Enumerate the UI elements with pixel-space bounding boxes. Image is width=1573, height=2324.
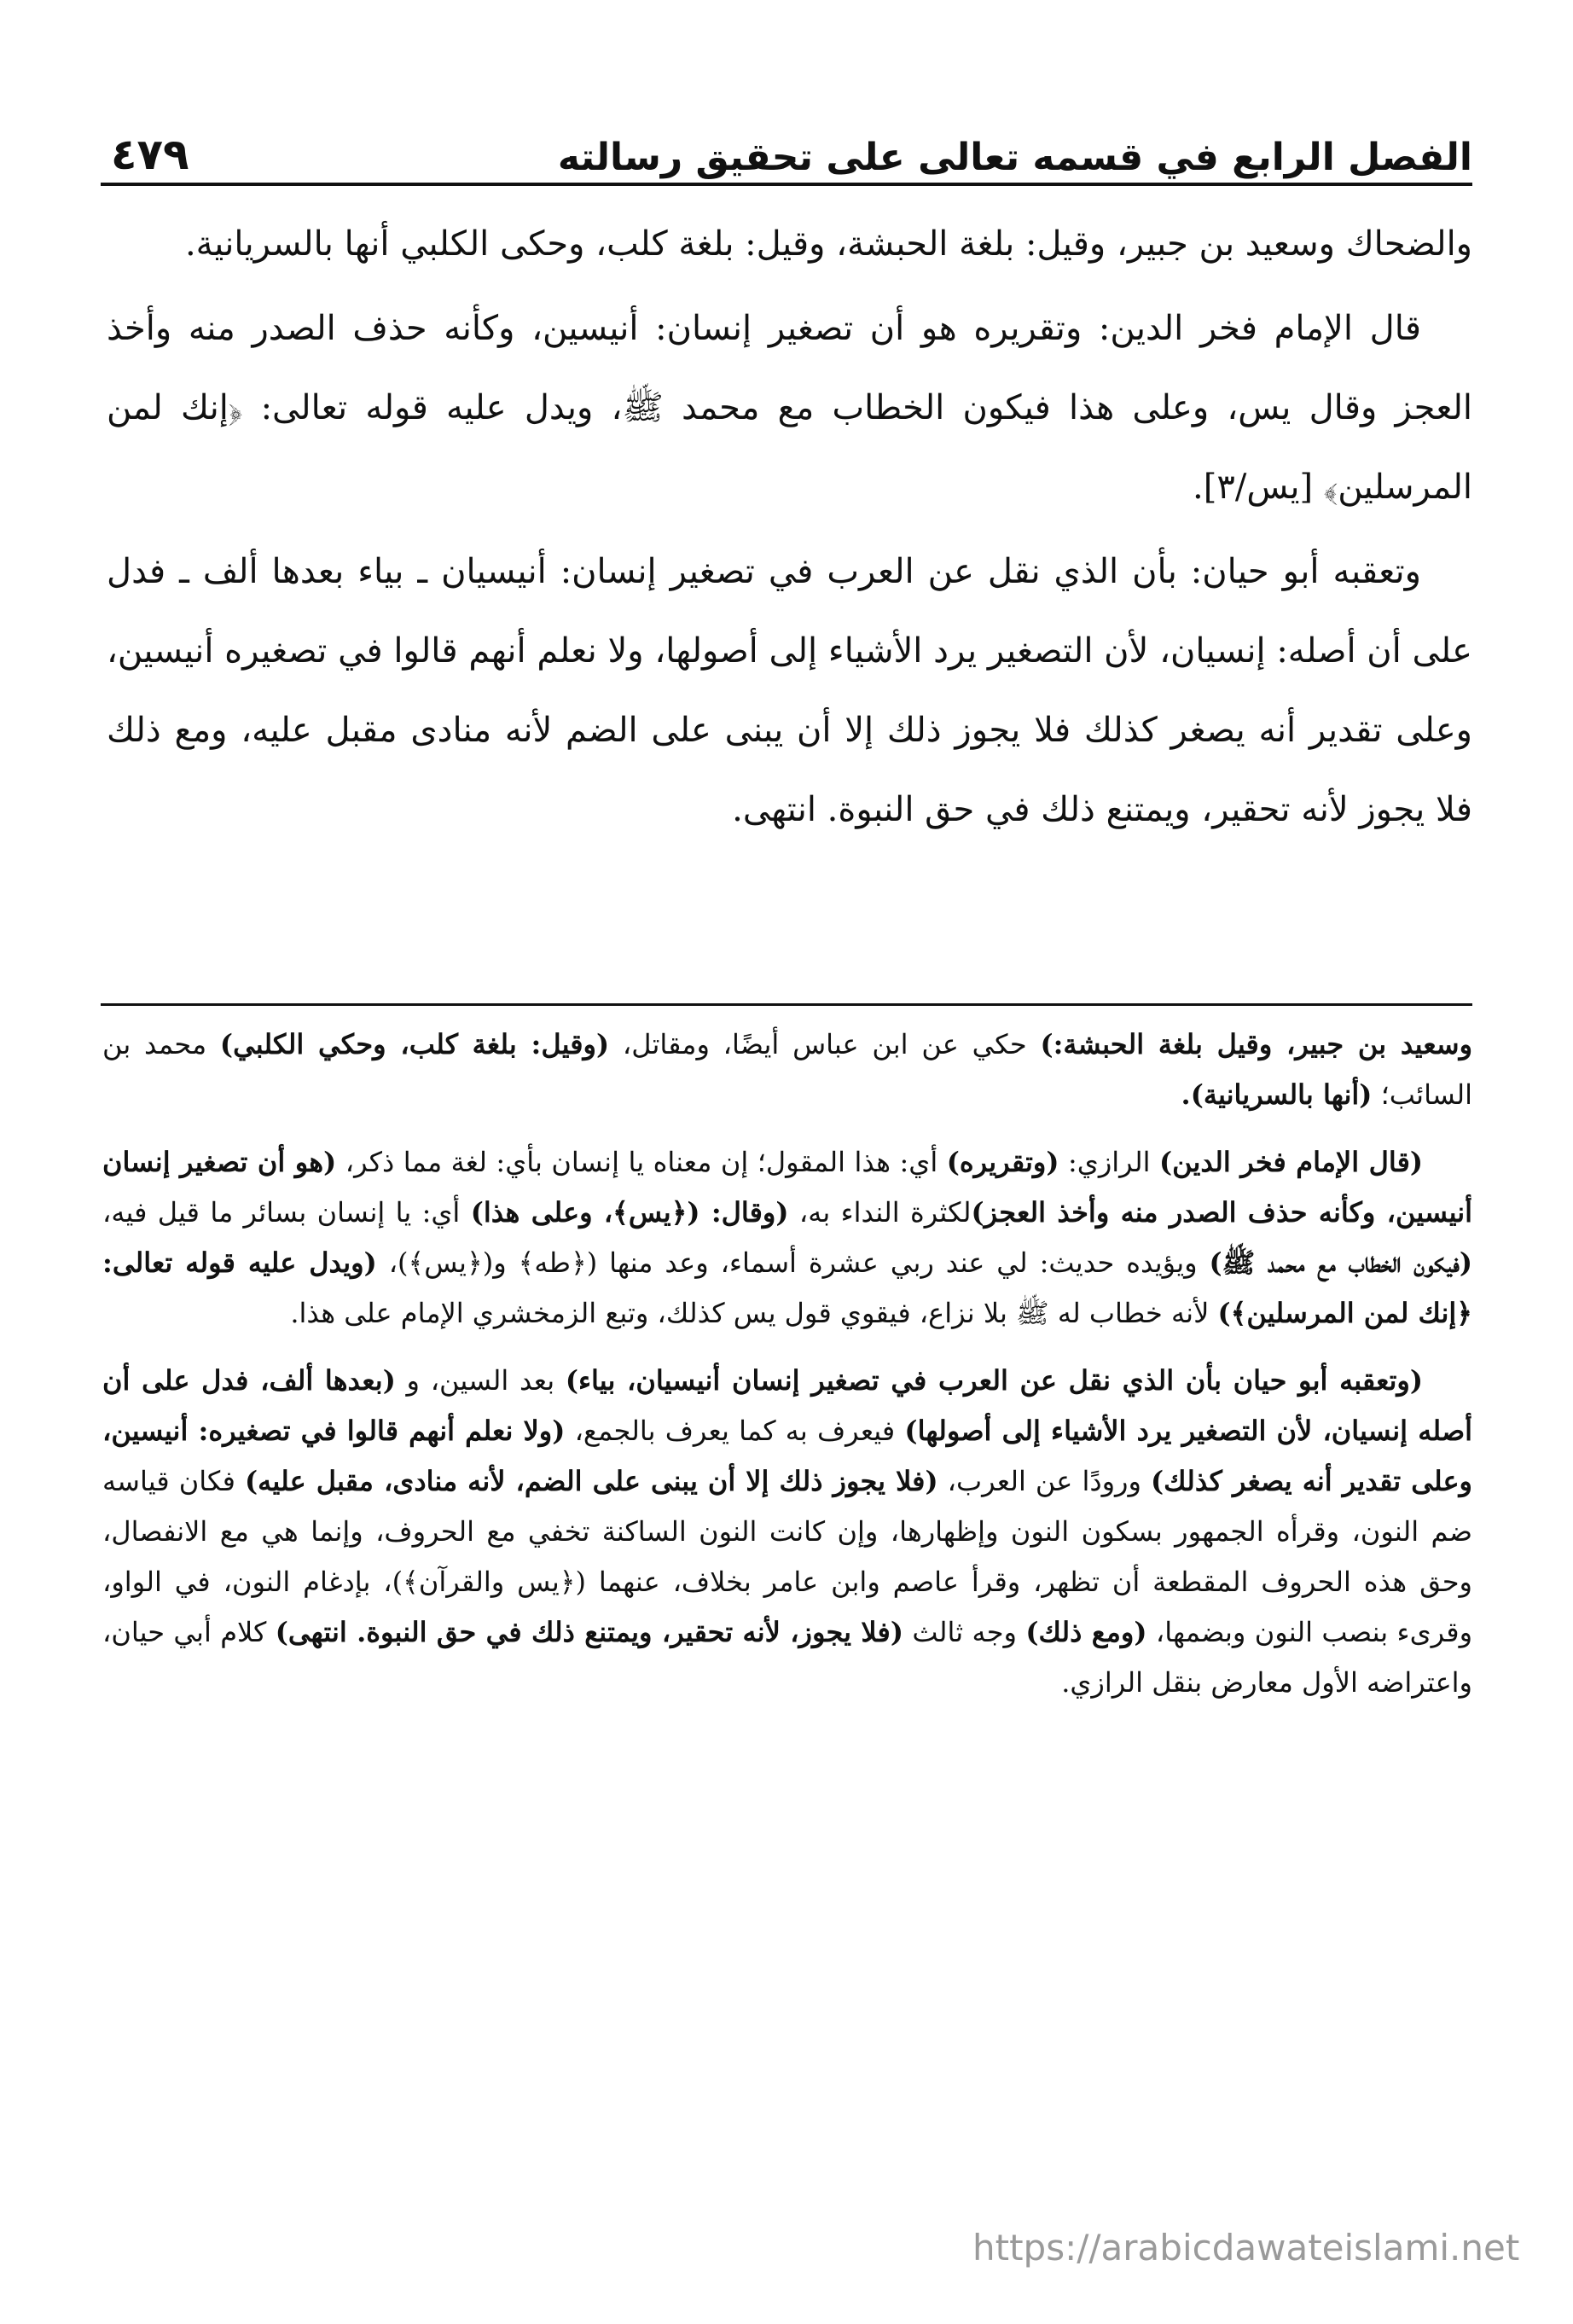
commentary-text: أي: يا إنسان بسائر ما قيل فيه، <box>102 1196 471 1229</box>
watermark-url: https://arabicdawateislami.net <box>972 2227 1520 2269</box>
commentary-text: فكان قياسه ضم النون، وقرأه الجمهور بسكون النون وإظهارها، وإن كانت النون الساكنة تخفي مع الحروف، وإنما هي مع الانفصال، وحق هذه الحروف المقطعة أن تظهر، وقرأ عاصم وابن عامر بخلاف، عنهما (﴿يس والقرآن﴾)، بإدغام النون، في الواو، وقرىء بنصب النون وبضمها، <box>102 1465 1473 1648</box>
commentary-paragraph <box>102 1137 1472 1339</box>
commentary-text: محمد بن السائب؛ <box>102 1028 1472 1111</box>
commentary-text: حكي عن ابن عباس أيضًا، ومقاتل، <box>609 1028 1041 1060</box>
commentary-divider <box>101 1003 1472 1006</box>
commentary-text: لأنه خطاب له ﷺ بلا نزاع، فيقوي قول يس كذلك، وتبع الزمخشري الإمام على هذا. <box>290 1297 1218 1329</box>
main-text <box>107 205 1472 998</box>
commentary-text: فيعرف به كما يعرف بالجمع، <box>565 1415 905 1447</box>
commentary-text: الرازي: <box>1059 1146 1159 1178</box>
quoted-phrase: (وقيل: بلغة كلب، وحكي الكلبي) <box>219 1028 610 1060</box>
quoted-phrase: (قال الإمام فخر الدين) <box>1158 1146 1424 1178</box>
quoted-phrase: (وتعقبه أبو حيان بأن الذي نقل عن العرب في تصغير إنسان أنيسيان، بياء) <box>565 1364 1424 1397</box>
quoted-phrase: (فيكون الخطاب مع محمد ﷺ) <box>1209 1246 1473 1279</box>
commentary-paragraph <box>102 1356 1472 1708</box>
quoted-phrase: (وتقريره) <box>946 1146 1059 1178</box>
quoted-phrase: (أنها بالسريانية). <box>1181 1078 1373 1111</box>
commentary-text: لكثرة النداء به، <box>788 1196 972 1229</box>
main-paragraph: والضحاك وسعيد بن جبير، وقيل: بلغة الحبشة، وقيل: بلغة كلب، وحكى الكلبي أنها بالسريانية. <box>184 224 1472 264</box>
quoted-phrase: (ولا نعلم أنهم قالوا في تصغيره: أنيسين، وعلى تقدير أنه يصغر كذلك) <box>102 1415 1473 1497</box>
main-paragraph: قال الإمام فخر الدين: وتقريره هو أن تصغير إنسان: أنيسين، وكأنه حذف الصدر منه وأخذ العجز وقال يس، وعلى هذا فيكون الخطاب مع محمد ﷺ، ويدل عليه قوله تعالى: ﴿إنك لمن المرسلين﴾ [يس/٣]. <box>107 309 1472 507</box>
commentary-text: ورودًا عن العرب، <box>937 1465 1152 1497</box>
main-paragraph: وتعقبه أبو حيان: بأن الذي نقل عن العرب في تصغير إنسان: أنيسيان ـ بياء بعدها ألف ـ فدل على أن أصله: إنسيان، لأن التصغير يرد الأشياء إلى أصولها، ولا نعلم أنهم قالوا في تصغيره أنيسين، وعلى تقدير أنه يصغر كذلك فلا يجوز ذلك إلا أن يبنى على الضم لأنه منادى مقبل عليه، ومع ذلك فلا يجوز لأنه تحقير، ويمتنع ذلك في حق النبوة. انتهى. <box>107 552 1472 829</box>
commentary-text: بعد السين، و <box>395 1364 566 1397</box>
quoted-phrase: (ومع ذلك) <box>1025 1616 1147 1648</box>
commentary-text: كلام أبي حيان، واعتراضه الأول معارض بنقل الرازي. <box>102 1616 1472 1699</box>
page-number: ٤٧٩ <box>111 130 189 179</box>
commentary-text: ويؤيده حديث: لي عند ربي عشرة أسماء، وعد منها (﴿طه﴾ و(﴿يس﴾)، <box>376 1246 1210 1279</box>
header-rule <box>101 183 1472 186</box>
quoted-phrase: (هو أن تصغير إنسان أنيسين، وكأنه حذف الصدر منه وأخذ العجز) <box>102 1146 1473 1229</box>
page-header <box>111 102 1472 179</box>
quoted-phrase: (ويدل عليه قوله تعالى: ﴿إنك لمن المرسلين﴾) <box>102 1246 1472 1329</box>
quoted-phrase: (فلا يجوز ذلك إلا أن يبنى على الضم، لأنه منادى، مقبل عليه) <box>245 1465 938 1497</box>
commentary <box>102 1020 1472 2197</box>
quoted-phrase: (فلا يجوز، لأنه تحقير، ويمتنع ذلك في حق النبوة. انتهى) <box>275 1616 903 1648</box>
quoted-phrase: (وقال: (﴿يس﴾، وعلى هذا) <box>470 1196 789 1229</box>
commentary-paragraph <box>102 1020 1472 1120</box>
commentary-text: أي: هذا المقول؛ إن معناه يا إنسان بأي: لغة مما ذكر، <box>336 1146 947 1178</box>
quoted-phrase: (بعدها ألف، فدل على أن أصله إنسيان، لأن التصغير يرد الأشياء إلى أصولها) <box>102 1364 1473 1447</box>
quoted-phrase: وسعيد بن جبير، وقيل بلغة الحبشة:) <box>1040 1028 1473 1060</box>
running-title: الفصل الرابع في قسمه تعالى على تحقيق رسالته <box>557 136 1472 179</box>
commentary-text: وجه ثالث <box>903 1616 1026 1648</box>
